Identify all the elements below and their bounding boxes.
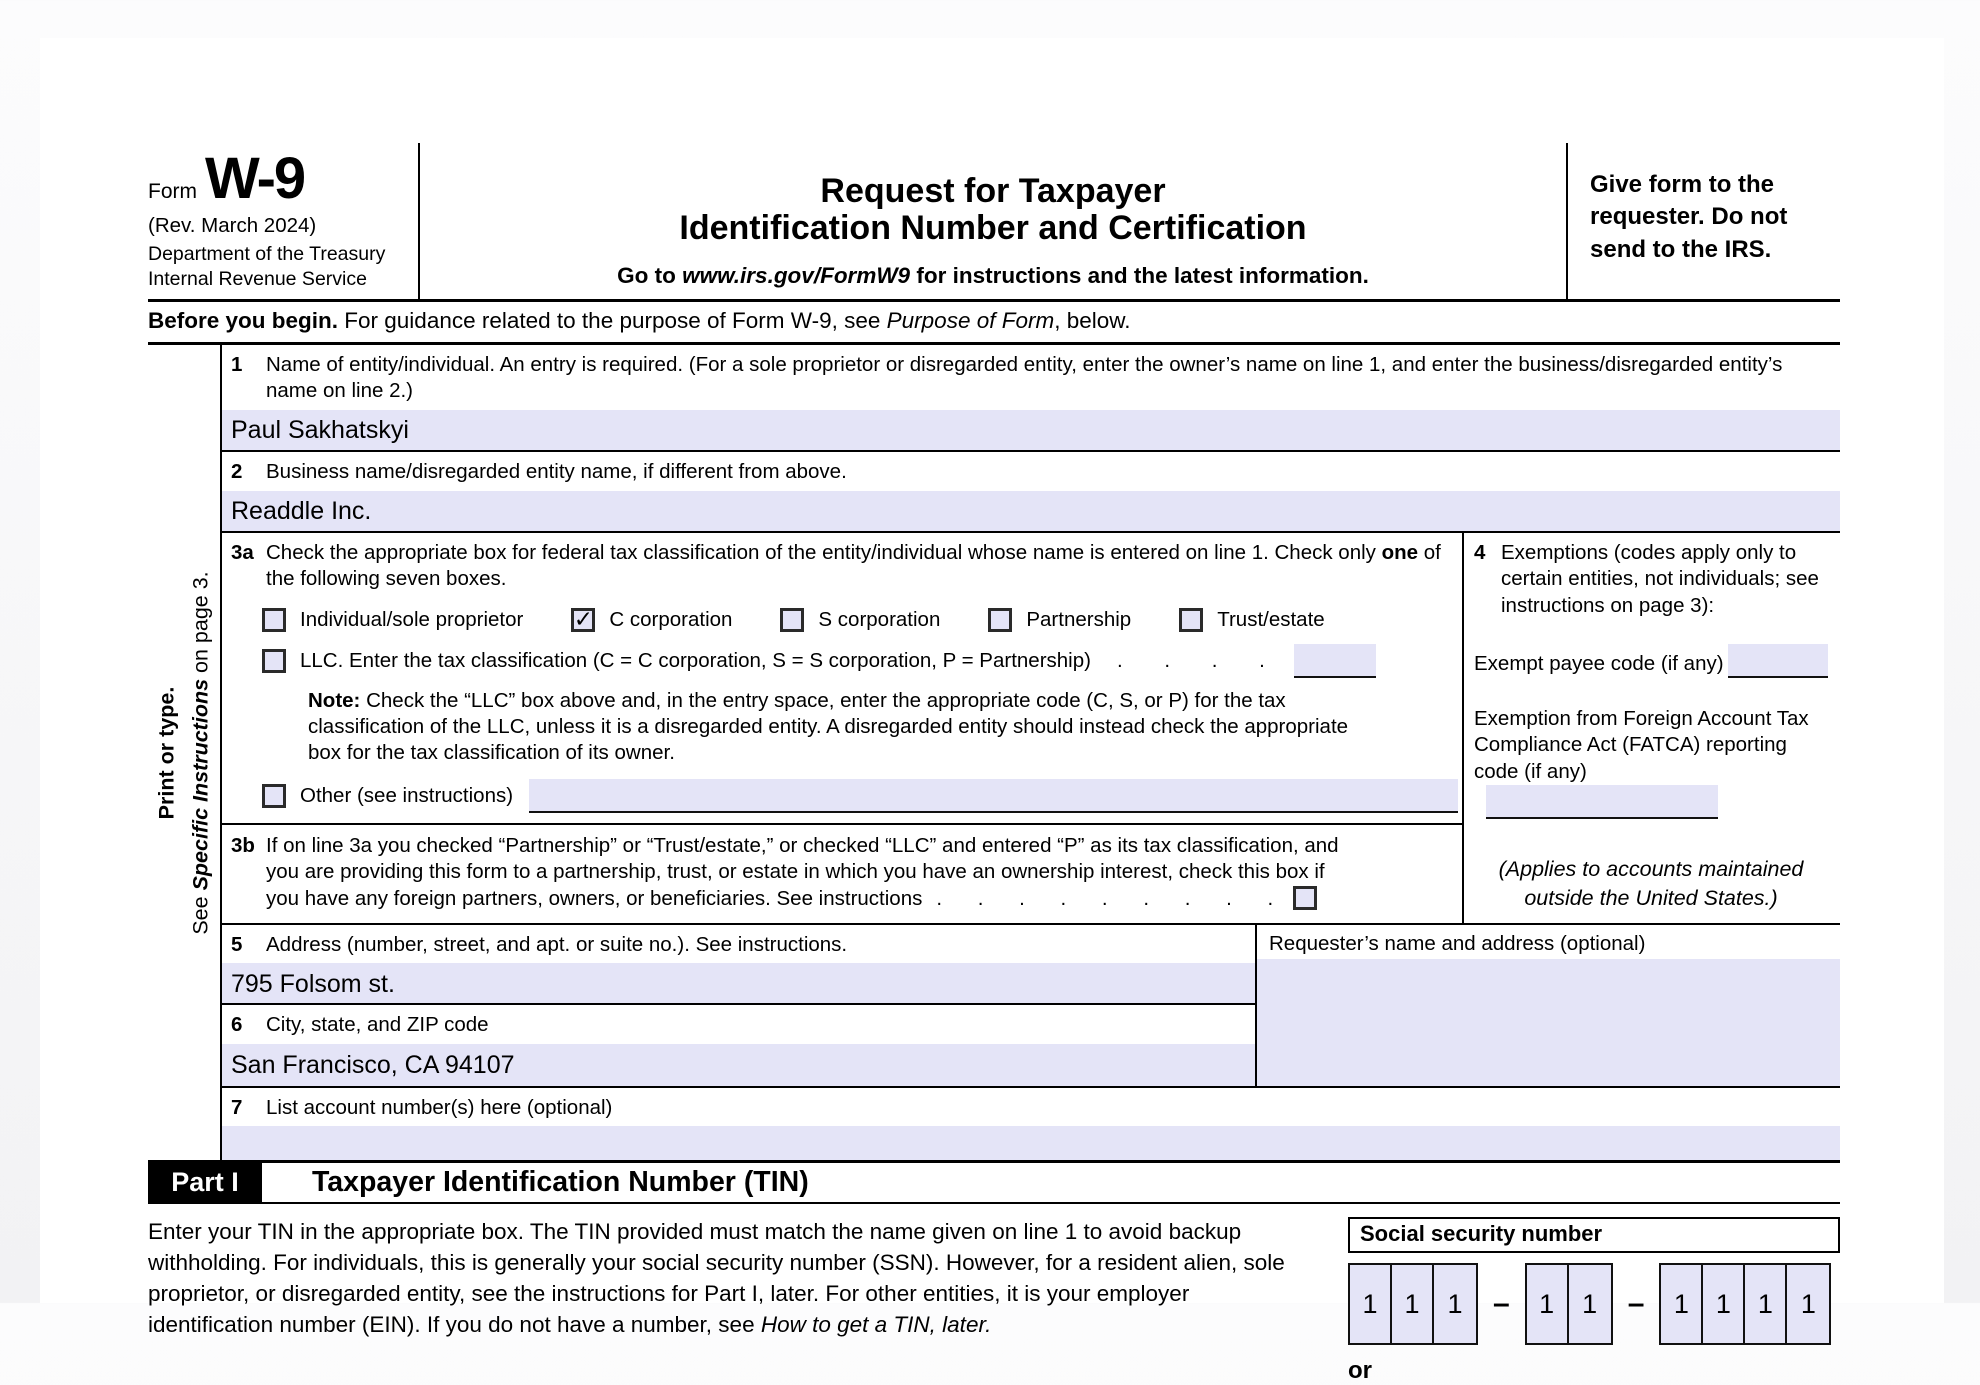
applies-note: (Applies to accounts maintained outside the United States.) xyxy=(1498,857,1804,911)
form-identity-block xyxy=(148,143,420,299)
ssn-header-label: Social security number xyxy=(1348,1217,1840,1253)
fatca-code-input[interactable] xyxy=(1486,785,1718,819)
form-page xyxy=(40,38,1944,1385)
ssn-group-1 xyxy=(1348,1263,1478,1345)
option-individual-sole-proprietor[interactable] xyxy=(262,608,523,632)
requester-label: Requester’s name and address (optional) xyxy=(1269,931,1646,955)
form-body xyxy=(148,345,1840,1161)
checkbox-unchecked-icon[interactable] xyxy=(262,784,286,808)
line1-number: 1 xyxy=(231,352,243,376)
other-classification-input[interactable] xyxy=(529,779,1458,813)
line4-number: 4 xyxy=(1474,540,1486,564)
goto-instructions: Go to www.irs.gov/FormW9 for instructions and the latest information. xyxy=(617,262,1369,288)
llc-option-row xyxy=(262,644,1462,678)
ssn-input-boxes xyxy=(1348,1263,1840,1345)
checkbox-unchecked-icon[interactable] xyxy=(780,608,804,632)
or-label: or xyxy=(1348,1357,1372,1385)
ssn-dash: – xyxy=(1627,1287,1645,1321)
llc-label: LLC. Enter the tax classification (C = C corporation, S = S corporation, P = Partnership) xyxy=(300,648,1091,672)
ssn-digit-input[interactable]: 1 xyxy=(1434,1265,1476,1343)
print-or-type-sidebar xyxy=(148,345,222,1161)
checkbox-unchecked-icon[interactable] xyxy=(262,608,286,632)
address-input[interactable]: 795 Folsom st. xyxy=(222,963,1255,1005)
option-partnership[interactable] xyxy=(988,608,1131,632)
option-s-corporation[interactable] xyxy=(780,608,940,632)
line2-label: Business name/disregarded entity name, if different from above. xyxy=(266,459,847,483)
ssn-digit-input[interactable]: 1 xyxy=(1392,1265,1434,1343)
form-header xyxy=(148,143,1840,302)
ssn-dash: – xyxy=(1493,1287,1510,1321)
requester-column xyxy=(1255,925,1840,1086)
option-label: S corporation xyxy=(818,607,941,631)
other-option-row xyxy=(262,779,1458,813)
foreign-partners-checkbox[interactable] xyxy=(1293,886,1317,910)
line7-number: 7 xyxy=(231,1095,243,1119)
before-you-begin: Before you begin. For guidance related to the purpose of Form W-9, see Purpose of Form, below. xyxy=(148,302,1840,345)
checkbox-unchecked-icon[interactable] xyxy=(988,608,1012,632)
option-label: Partnership xyxy=(1026,607,1132,631)
line6-label: City, state, and ZIP code xyxy=(266,1013,489,1037)
line3a-block xyxy=(222,533,1462,825)
dot-leader: . . . . xyxy=(1116,648,1266,672)
form-word: Form xyxy=(148,180,197,203)
form-revision: (Rev. March 2024) xyxy=(148,214,317,237)
form-title-block xyxy=(420,143,1568,299)
checkbox-checked-icon[interactable] xyxy=(571,608,595,632)
business-name-input[interactable]: Readdle Inc. xyxy=(222,491,1840,531)
line1-row xyxy=(222,345,1840,452)
option-label: Trust/estate xyxy=(1217,607,1325,631)
line3a-number: 3a xyxy=(231,540,254,564)
line5-label: Address (number, street, and apt. or suite no.). See instructions. xyxy=(266,932,848,956)
checkmark-icon: ✓ xyxy=(573,606,593,633)
requester-name-address-input[interactable] xyxy=(1257,959,1840,1086)
line5-number: 5 xyxy=(231,932,243,956)
dot-leader: . . . . . . . . . xyxy=(936,886,1274,910)
form-number: W-9 xyxy=(205,146,305,211)
tin-section xyxy=(148,1204,1840,1385)
other-label: Other (see instructions) xyxy=(300,783,514,807)
line1-label: Name of entity/individual. An entry is required. (For a sole proprietor or disregarded entity, enter the owner’s name on line 1, and enter the business/disregarded entity’s name on line 2.) xyxy=(266,352,1783,403)
irs-url: www.irs.gov/FormW9 xyxy=(682,262,911,288)
dept-line: Department of the Treasury xyxy=(148,243,386,265)
fatca-label: Exemption from Foreign Account Tax Compliance Act (FATCA) reporting code (if any) xyxy=(1474,706,1809,783)
line7-row xyxy=(222,1088,1840,1161)
option-trust-estate[interactable] xyxy=(1179,608,1324,632)
ssn-digit-input[interactable]: 1 xyxy=(1661,1265,1703,1343)
sidebar-vertical-text: Print or type. See Specific Instructions on page 3. xyxy=(154,570,213,935)
line3-section xyxy=(222,533,1840,925)
line4-label: Exemptions (codes apply only to certain entities, not individuals; see instructions on page 3): xyxy=(1501,540,1819,617)
ssn-area xyxy=(1348,1217,1840,1385)
llc-code-input[interactable] xyxy=(1294,644,1376,678)
tin-instructions: Enter your TIN in the appropriate box. The TIN provided must match the name given on line 1 to avoid backup withholding. For individuals, this is generally your social security number (SSN). However, for a resident alien, sole proprietor, or disregarded entity, see the instructions for Part I, later. For other entities, it is your employer identification number (EIN). If you do not have a number, see How to get a TIN, later. xyxy=(148,1219,1285,1337)
ssn-digit-input[interactable]: 1 xyxy=(1787,1265,1829,1343)
part1-title: Taxpayer Identification Number (TIN) xyxy=(312,1166,809,1199)
line3a-label: Check the appropriate box for federal tax classification of the entity/individual whose name is entered on line 1. Check only one of the following seven boxes. xyxy=(266,540,1441,591)
option-c-corporation[interactable] xyxy=(571,608,732,632)
account-numbers-input[interactable] xyxy=(222,1126,1840,1160)
exempt-payee-label: Exempt payee code (if any) xyxy=(1474,651,1724,675)
part1-header xyxy=(148,1160,1840,1204)
ssn-digit-input[interactable]: 1 xyxy=(1350,1265,1392,1343)
line7-label: List account number(s) here (optional) xyxy=(266,1095,613,1119)
llc-note: Note: Check the “LLC” box above and, in the entry space, enter the appropriate code (C, S, or P) for the tax classification of the LLC, unless it is a disregarded entity. A disregarded entity should instead check the appropriate box for the tax classification of its owner. xyxy=(308,688,1349,765)
ssn-group-3 xyxy=(1659,1263,1831,1345)
line3b-block xyxy=(222,825,1462,923)
ssn-digit-input[interactable]: 1 xyxy=(1745,1265,1787,1343)
give-form-note: Give form to the requester. Do not send to the IRS. xyxy=(1590,171,1788,263)
ssn-digit-input[interactable]: 1 xyxy=(1527,1265,1569,1343)
tax-classification-options xyxy=(262,608,1462,632)
city-state-zip-input[interactable]: San Francisco, CA 94107 xyxy=(222,1044,1255,1086)
option-label: C corporation xyxy=(609,607,733,631)
name-input[interactable]: Paul Sakhatskyi xyxy=(222,410,1840,450)
agency-line: Internal Revenue Service xyxy=(148,268,367,291)
ssn-digit-input[interactable]: 1 xyxy=(1569,1265,1611,1343)
line4-exemptions-column xyxy=(1462,533,1840,923)
page-title: Request for Taxpayer Identification Number and Certification xyxy=(679,171,1307,248)
line3b-number: 3b xyxy=(231,833,255,857)
exempt-payee-code-input[interactable] xyxy=(1728,644,1828,678)
line2-row xyxy=(222,452,1840,533)
line3b-label: If on line 3a you checked “Partnership” or “Trust/estate,” or checked “LLC” and entered “P” as its tax classification, and you are providing this form to a partnership, trust, or estate in which you have an ownership interest, check this box if you have any foreign partners, owners, or beneficiaries. See instructions . . . . . . . . . xyxy=(266,833,1339,910)
ssn-group-2 xyxy=(1525,1263,1613,1345)
checkbox-unchecked-icon[interactable] xyxy=(262,649,286,673)
fatca-row xyxy=(1474,706,1828,820)
option-label: Individual/sole proprietor xyxy=(300,607,524,631)
part1-badge: Part I xyxy=(148,1163,262,1202)
address-section xyxy=(222,925,1840,1088)
checkbox-unchecked-icon[interactable] xyxy=(1179,608,1203,632)
line2-number: 2 xyxy=(231,459,243,483)
line6-number: 6 xyxy=(231,1013,243,1037)
ssn-digit-input[interactable]: 1 xyxy=(1703,1265,1745,1343)
